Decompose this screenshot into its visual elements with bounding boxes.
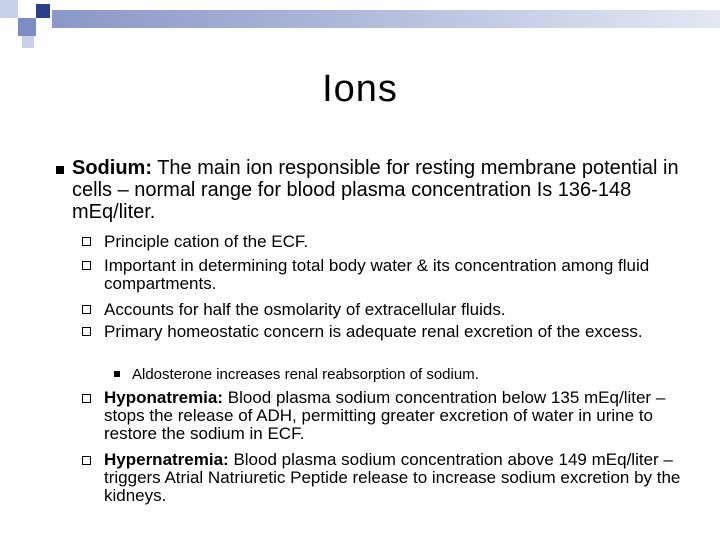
- hollow-square-bullet-icon: [82, 261, 91, 270]
- bullet-text: Blood plasma sodium concentration above 149 mEq/liter – triggers Atrial Natriuretic Peptide release to increase sodium excretion by the kidneys.: [104, 450, 681, 505]
- hollow-square-bullet-icon: [82, 456, 91, 465]
- hollow-square-bullet-icon: [82, 237, 91, 246]
- bullet-label: Sodium:: [72, 157, 152, 179]
- sub-bullet: Accounts for half the osmolarity of extracellular fluids.: [104, 300, 506, 319]
- square-bullet-icon: [114, 371, 120, 377]
- bullet-text: The main ion responsible for resting membrane potential in cells – normal range for blood plasma concentration Is 136-148 mEq/liter.: [72, 157, 679, 223]
- bullet-text: Blood plasma sodium concentration below 135 mEq/liter – stops the release of ADH, permitting greater excretion of water in urine to restore the sodium in ECF.: [104, 388, 666, 443]
- sub-bullet: Important in determining total body water & its concentration among fluid compartments.: [104, 256, 650, 293]
- hollow-square-bullet-icon: [82, 305, 91, 314]
- sub-bullet: Primary homeostatic concern is adequate renal excretion of the excess.: [104, 322, 643, 341]
- slide-title: Ions: [322, 68, 398, 110]
- sub-bullet-hyponatremia: [104, 389, 684, 443]
- sub-bullet-hypernatremia: [104, 451, 684, 505]
- bullet-label: Hyponatremia:: [104, 388, 224, 407]
- main-bullet: [72, 157, 692, 223]
- hollow-square-bullet-icon: [82, 327, 91, 336]
- sub-sub-bullet: Aldosterone increases renal reabsorption of sodium.: [132, 366, 479, 383]
- bullet-label: Hypernatremia:: [104, 450, 229, 469]
- sub-bullet: Principle cation of the ECF.: [104, 232, 309, 251]
- hollow-square-bullet-icon: [82, 394, 91, 403]
- square-bullet-icon: [56, 166, 64, 174]
